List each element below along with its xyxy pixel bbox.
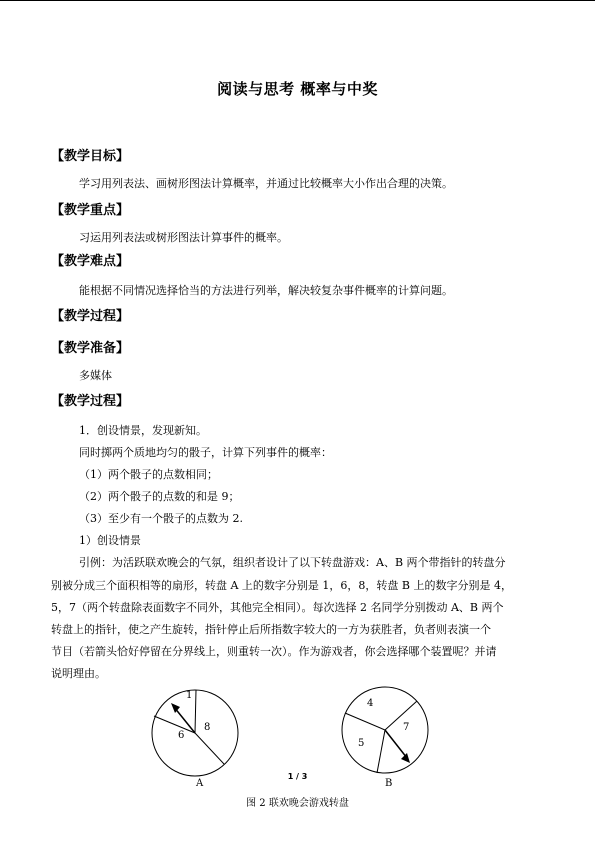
prep-text: 多媒体 (79, 369, 112, 382)
question-1: （1）两个骰子的点数相同； (79, 468, 218, 481)
example-line: 节目（若箭头恰好停留在分界线上，则重转一次）。作为游戏者，你会选择哪个装置呢？并请 (51, 645, 497, 658)
heading-goal: 【教学目标】 (51, 149, 130, 164)
spinner-a-label: A (196, 778, 204, 789)
difficulty-text: 能根据不同情况选择恰当的方法进行列举，解决较复杂事件概率的计算问题。 (79, 284, 453, 297)
spinner-b-number: 4 (367, 698, 374, 709)
spinner-a (152, 690, 238, 776)
arrow-pointer-icon (385, 730, 407, 758)
process-step-1: 1．创设情景，发现新知。 (79, 424, 207, 437)
spinner-b-label: B (385, 778, 393, 789)
example-line: 转盘上的指针，使之产生旋转，指针停止后所指数字较大的一方为获胜者，负者则表演一个 (51, 623, 491, 636)
arrow-head-icon (171, 703, 180, 713)
spinner-a-number: 6 (178, 730, 185, 741)
spinner-b-number: 5 (358, 738, 365, 749)
arrow-head-icon (401, 753, 410, 763)
heading-difficulty: 【教学难点】 (51, 254, 130, 269)
focus-text: 习运用列表法或树形图法计算事件的概率。 (79, 231, 288, 244)
figure-caption: 图 2 联欢晚会游戏转盘 (246, 798, 349, 809)
goal-text: 学习用列表法、画树形图法计算概率，并通过比较概率大小作出合理的决策。 (79, 177, 453, 190)
heading-focus: 【教学重点】 (51, 203, 130, 218)
page-title: 阅读与思考 概率与中奖 (217, 80, 378, 98)
page-number: 1 / 3 (287, 772, 308, 781)
spinner-b-number: 7 (403, 722, 410, 733)
sub-step-1: 1）创设情景 (79, 534, 141, 547)
spinner-b (342, 687, 428, 773)
process-intro: 同时掷两个质地均匀的骰子，计算下列事件的概率： (79, 446, 332, 459)
spinner-a-number: 8 (204, 722, 211, 733)
heading-process-2: 【教学过程】 (51, 394, 130, 409)
question-2: （2）两个骰子的点数的和是 9； (79, 490, 240, 503)
heading-prep: 【教学准备】 (51, 341, 130, 356)
heading-process: 【教学过程】 (51, 309, 130, 324)
example-line: 别被分成三个面积相等的扇形，转盘 A 上的数字分别是 1，6，8，转盘 B 上的数字分别是 4， (51, 579, 512, 592)
example-line: 说明理由。 (51, 667, 106, 680)
example-line: 引例：为活跃联欢晚会的气氛，组织者设计了以下转盘游戏：A、B 两个带指针的转盘分 (79, 556, 506, 569)
spinner-a-number: 1 (186, 690, 193, 701)
question-3: （3）至少有一个骰子的点数为 2. (79, 512, 243, 525)
example-line: 5，7（两个转盘除表面数字不同外，其他完全相同）。每次选择 2 名同学分别拨动 A、B 两个 (51, 601, 504, 614)
